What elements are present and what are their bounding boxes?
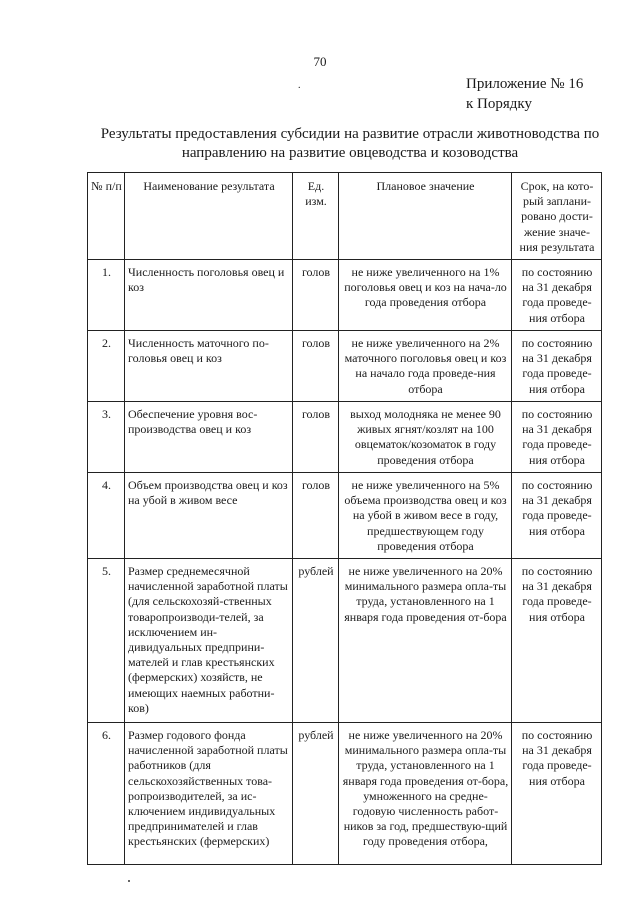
- title-line-1: Результаты предоставления субсидии на развитие отрасли животноводства по: [100, 126, 600, 142]
- row-number: 2.: [88, 331, 125, 402]
- result-unit: голов: [293, 402, 339, 473]
- header-unit: Ед. изм.: [293, 173, 339, 260]
- result-name: Размер годового фонда начисленной заработной платы работников (для сельскохозяйственных това-ропроизводителей, за ис-ключением индивидуальных предпринимателей и глав крестьянских (фермерских): [125, 723, 293, 865]
- plan-value: не ниже увеличенного на 1% поголовья овец и коз на нача-ло года проведения отбора: [339, 260, 512, 331]
- result-unit: рублей: [293, 723, 339, 865]
- appendix-note: [466, 74, 583, 114]
- header-deadline: Срок, на кото-рый заплани-ровано дости-жение значе-ния результата: [512, 173, 602, 260]
- row-number: 4.: [88, 473, 125, 559]
- title-line-2: направлению на развитие овцеводства и козоводства: [181, 145, 519, 161]
- page-number: 70: [313, 54, 327, 69]
- header-name: Наименование результата: [125, 173, 293, 260]
- document-title: [88, 125, 612, 163]
- scan-speck: [128, 880, 130, 882]
- row-number: 6.: [88, 723, 125, 865]
- result-name: Размер среднемесячной начисленной заработной платы (для сельскохозяй-ственных товаропроизводи-телей, за исключением ин-дивидуальных предприни-мателей и глав крестьянских (фермерских) хозяйств, не имеющих наемных работни-ков): [125, 559, 293, 723]
- table-row: [88, 723, 602, 865]
- row-number: 1.: [88, 260, 125, 331]
- appendix-line-2: к Порядку: [466, 96, 532, 112]
- deadline: по состоянию на 31 декабря года проведе-ния отбора: [512, 559, 602, 723]
- table-row: [88, 559, 602, 723]
- table-row: [88, 331, 602, 402]
- deadline: по состоянию на 31 декабря года проведе-ния отбора: [512, 331, 602, 402]
- plan-value: не ниже увеличенного на 2% маточного поголовья овец и коз на начало года проведе-ния отбора: [339, 331, 512, 402]
- table-row: [88, 402, 602, 473]
- result-unit: голов: [293, 473, 339, 559]
- table-row: [88, 473, 602, 559]
- plan-value: не ниже увеличенного на 20% минимального размера опла-ты труда, установленного на 1 января года проведения от-бора, умноженного на средне-годовую численность работ-ников за год, предшествую-щий году проведения отбора,: [339, 723, 512, 865]
- result-name: Объем производства овец и коз на убой в живом весе: [125, 473, 293, 559]
- table-header-row: [88, 173, 602, 260]
- plan-value: не ниже увеличенного на 20% минимального размера опла-ты труда, установленного на 1 января года проведения от-бора: [339, 559, 512, 723]
- result-name: Обеспечение уровня вос-производства овец и коз: [125, 402, 293, 473]
- result-unit: рублей: [293, 559, 339, 723]
- deadline: по состоянию на 31 декабря года проведе-ния отбора: [512, 473, 602, 559]
- results-table: [87, 172, 602, 865]
- table-row: [88, 260, 602, 331]
- result-unit: голов: [293, 331, 339, 402]
- deadline: по состоянию на 31 декабря года проведе-ния отбора: [512, 723, 602, 865]
- header-num: № п/п: [88, 173, 125, 260]
- scan-dot: .: [298, 80, 301, 91]
- deadline: по состоянию на 31 декабря года проведе-ния отбора: [512, 260, 602, 331]
- result-name: Численность маточного по-головья овец и коз: [125, 331, 293, 402]
- result-name: Численность поголовья овец и коз: [125, 260, 293, 331]
- row-number: 5.: [88, 559, 125, 723]
- plan-value: не ниже увеличенного на 5% объема производства овец и коз на убой в живом весе в году, предшествующем году проведения отбора: [339, 473, 512, 559]
- deadline: по состоянию на 31 декабря года проведе-ния отбора: [512, 402, 602, 473]
- appendix-line-1: Приложение № 16: [466, 76, 584, 92]
- plan-value: выход молодняка не менее 90 живых ягнят/козлят на 100 овцематок/козоматок в году проведения отбора: [339, 402, 512, 473]
- result-unit: голов: [293, 260, 339, 331]
- row-number: 3.: [88, 402, 125, 473]
- header-plan: Плановое значение: [339, 173, 512, 260]
